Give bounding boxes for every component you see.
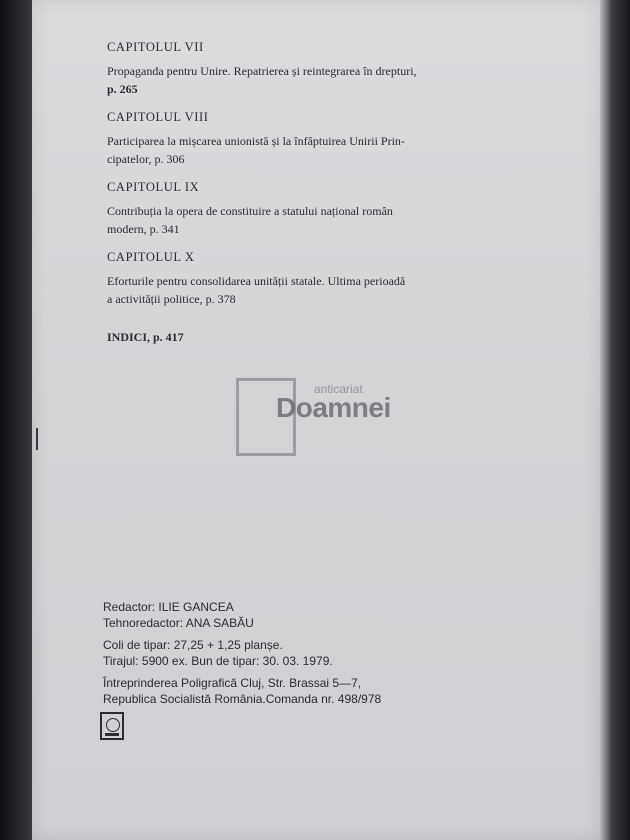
- printer-logo-icon: [100, 712, 124, 740]
- left-dark-edge: [0, 0, 32, 840]
- tiraj: Tirajul: 5900 ex. Bun de tipar: 30. 03. 1979.: [103, 654, 333, 668]
- chapter-9-entry: [107, 202, 552, 238]
- redactor: Redactor: ILIE GANCEA: [103, 600, 234, 614]
- tehnoredactor: Tehnoredactor: ANA SABĂU: [103, 616, 254, 630]
- printer-line2: Republica Socialistă România.Comanda nr. 498/978: [103, 692, 382, 706]
- chapter-8-heading: CAPITOLUL VIII: [107, 110, 209, 124]
- chapter-8-line1: Participarea la mișcarea unionistă și la înfăptuirea Unirii Prin-: [107, 134, 405, 148]
- coli-tipar: Coli de tipar: 27,25 + 1,25 planșe.: [103, 638, 283, 652]
- chapter-7-line2: p. 265: [107, 82, 138, 96]
- chapter-8-line2: cipatelor, p. 306: [107, 152, 185, 166]
- watermark-big-text: Doamnei: [276, 392, 391, 423]
- chapter-9-heading: CAPITOLUL IX: [107, 180, 200, 194]
- chapter-10-line1: Eforturile pentru consolidarea unității statale. Ultima perioadă: [107, 274, 406, 288]
- index-entry: INDICI, p. 417: [107, 330, 184, 344]
- chapter-7-entry: [107, 62, 552, 98]
- printer-line1: Întreprinderea Poligrafică Cluj, Str. Brassai 5—7,: [103, 676, 362, 690]
- watermark-small-text: anticariat: [314, 382, 363, 396]
- watermark-logo: [236, 378, 406, 460]
- chapter-9-line2: modern, p. 341: [107, 222, 180, 236]
- chapter-10-heading: CAPITOLUL X: [107, 250, 195, 264]
- page-mark: [36, 428, 38, 450]
- right-page-edge: [600, 0, 630, 840]
- chapter-7-line1: Propaganda pentru Unire. Repatrierea și reintegrarea în drepturi,: [107, 64, 417, 78]
- chapter-10-line2: a activității politice, p. 378: [107, 292, 236, 306]
- chapter-10-entry: [107, 272, 552, 308]
- chapter-8-entry: [107, 132, 552, 168]
- chapter-9-line1: Contribuția la opera de constituire a statului național român: [107, 204, 393, 218]
- chapter-7-heading: CAPITOLUL VII: [107, 40, 204, 54]
